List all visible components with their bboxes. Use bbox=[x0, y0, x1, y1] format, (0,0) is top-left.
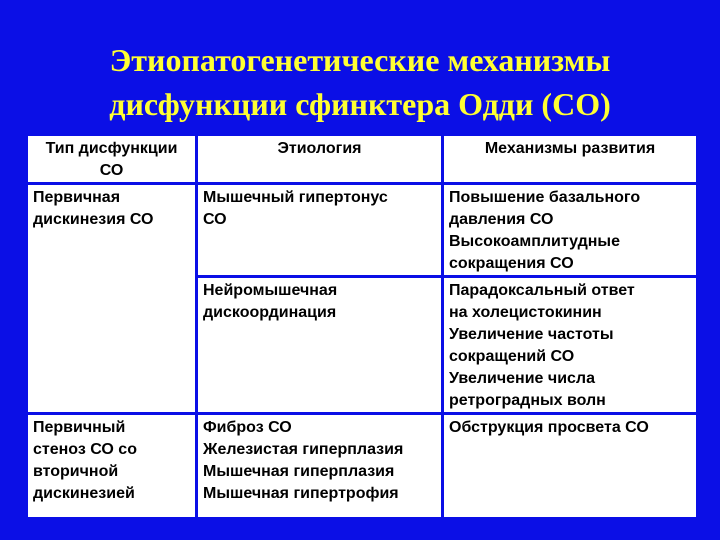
cell-line: ретроградных волн bbox=[449, 392, 606, 409]
header-etiology bbox=[197, 135, 443, 184]
header-mechanisms-label: Механизмы развития bbox=[484, 140, 656, 157]
table-row bbox=[27, 414, 698, 519]
cell-line: дискинезией bbox=[33, 485, 135, 502]
cell-line: Обструкция просвета СО bbox=[449, 419, 649, 436]
header-type-line: СО bbox=[99, 162, 124, 179]
cell-line: СО bbox=[203, 211, 227, 228]
cell-mechanisms bbox=[443, 277, 698, 414]
cell-line: давления СО bbox=[449, 211, 554, 228]
table-header-row bbox=[27, 135, 698, 184]
cell-line: сокращений СО bbox=[449, 348, 575, 365]
slide-title bbox=[0, 38, 720, 126]
cell-line: Повышение базального bbox=[449, 189, 641, 206]
cell-line: Фиброз СО bbox=[203, 419, 292, 436]
cell-line: Железистая гиперплазия bbox=[203, 441, 404, 458]
cell-etiology bbox=[197, 184, 443, 277]
cell-line: на холецистокинин bbox=[449, 304, 602, 321]
cell-line: вторичной bbox=[33, 463, 119, 480]
header-type bbox=[27, 135, 197, 184]
cell-mechanisms bbox=[443, 184, 698, 277]
header-type-line: Тип дисфункции bbox=[45, 140, 178, 157]
header-etiology-label: Этиология bbox=[277, 140, 362, 157]
cell-line: Мышечный гипертонус bbox=[203, 189, 388, 206]
cell-line: Мышечная гипертрофия bbox=[203, 485, 399, 502]
cell-line: Увеличение числа bbox=[449, 370, 595, 387]
cell-line: Парадоксальный ответ bbox=[449, 282, 635, 299]
cell-mechanisms bbox=[443, 414, 698, 519]
table-row bbox=[27, 184, 698, 277]
cell-line: дискоординация bbox=[203, 304, 337, 321]
cell-type-primary-dyskinesia bbox=[27, 184, 197, 414]
cell-line: сокращения СО bbox=[449, 255, 574, 272]
dysfunction-table bbox=[25, 133, 699, 520]
cell-line: Увеличение частоты bbox=[449, 326, 614, 343]
cell-line: Первичная bbox=[33, 189, 121, 206]
cell-line: стеноз СО со bbox=[33, 441, 137, 458]
slide-title-line-1: Этиопатогенетические механизмы bbox=[109, 42, 611, 78]
cell-line: Высокоамплитудные bbox=[449, 233, 620, 250]
cell-line: Мышечная гиперплазия bbox=[203, 463, 395, 480]
slide-title-line-2: дисфункции сфинктера Одди (СО) bbox=[109, 86, 611, 122]
cell-etiology bbox=[197, 414, 443, 519]
header-mechanisms bbox=[443, 135, 698, 184]
cell-line: Первичный bbox=[33, 419, 126, 436]
cell-line: Нейромышечная bbox=[203, 282, 338, 299]
cell-type-primary-stenosis bbox=[27, 414, 197, 519]
cell-line: дискинезия СО bbox=[33, 211, 154, 228]
cell-etiology bbox=[197, 277, 443, 414]
